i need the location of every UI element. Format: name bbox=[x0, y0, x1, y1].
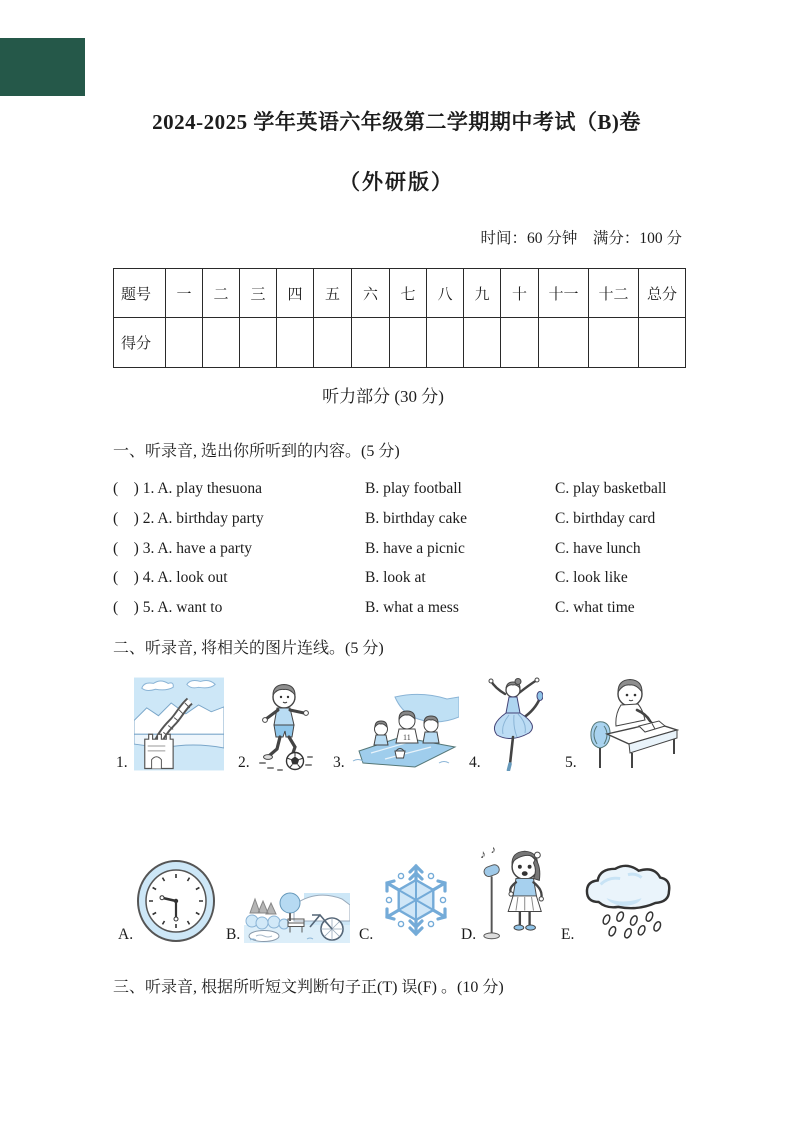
score-cell bbox=[464, 318, 501, 368]
listening-section-title: 听力部分 (30 分) bbox=[322, 387, 444, 406]
score-cell bbox=[203, 318, 240, 368]
score-col: 三 bbox=[240, 269, 277, 318]
score-cell bbox=[427, 318, 464, 368]
page-subtitle: （外研版） bbox=[339, 170, 454, 194]
part1-heading: 一、听录音, 选出你所听到的内容。(5 分) bbox=[113, 443, 400, 460]
score-cell bbox=[589, 318, 639, 368]
ballet-dancer-illustration bbox=[487, 676, 543, 771]
question-option: C. look like bbox=[555, 569, 628, 587]
page-title: 2024-2025 学年英语六年级第二学期期中考试（B)卷 bbox=[152, 110, 641, 134]
score-table-score-row bbox=[114, 318, 686, 368]
score-table bbox=[113, 268, 686, 368]
score-table-header-row bbox=[114, 269, 686, 318]
image-item bbox=[469, 676, 543, 771]
question-option: B. look at bbox=[365, 569, 426, 587]
image-letter-label: D. bbox=[461, 926, 477, 943]
image-number-label: 2. bbox=[238, 754, 250, 771]
question-option: ( ) 3. A. have a party bbox=[113, 539, 253, 557]
question-option: ( ) 5. A. want to bbox=[113, 599, 223, 617]
family-picnic-illustration bbox=[351, 693, 459, 771]
clock-illustration bbox=[136, 859, 216, 943]
svg-text:♪: ♪ bbox=[490, 845, 497, 857]
image-letter-label: C. bbox=[359, 926, 374, 943]
image-number-label: 4. bbox=[469, 754, 481, 771]
student-writing-at-desk-illustration bbox=[583, 676, 679, 771]
score-cell bbox=[501, 318, 539, 368]
question-option: B. play football bbox=[365, 480, 462, 497]
score-col: 八 bbox=[427, 269, 464, 318]
time-score-meta: 时间：60 分钟 满分：100 分 bbox=[480, 230, 682, 247]
score-cell bbox=[390, 318, 427, 368]
image-number-label: 5. bbox=[565, 754, 577, 771]
svg-text:11: 11 bbox=[403, 733, 411, 742]
score-cell bbox=[277, 318, 314, 368]
image-item bbox=[226, 883, 350, 943]
question-option: ( ) 2. A. birthday party bbox=[113, 509, 264, 527]
part2-heading: 二、听录音, 将相关的图片连线。(5 分) bbox=[113, 640, 384, 657]
score-cell bbox=[352, 318, 390, 368]
question-option: C. have lunch bbox=[555, 539, 641, 557]
score-col: 六 bbox=[352, 269, 390, 318]
image-item bbox=[565, 676, 679, 771]
score-col: 五 bbox=[314, 269, 352, 318]
great-wall-illustration bbox=[134, 677, 224, 771]
part2-image-row-1 bbox=[116, 676, 679, 771]
image-item bbox=[359, 855, 455, 943]
score-col: 七 bbox=[390, 269, 427, 318]
score-table-corner: 题号 bbox=[114, 269, 166, 318]
score-col: 一 bbox=[166, 269, 203, 318]
question-option: C. what time bbox=[555, 599, 635, 617]
question-option: B. birthday cake bbox=[365, 509, 468, 527]
svg-text:♪: ♪ bbox=[479, 848, 486, 861]
image-item bbox=[238, 681, 323, 771]
question-option: ( ) 1. A. play thesuona bbox=[113, 480, 262, 497]
question-option: C. birthday card bbox=[555, 509, 656, 527]
image-number-label: 3. bbox=[333, 754, 345, 771]
image-number-label: 1. bbox=[116, 754, 128, 771]
score-cell bbox=[314, 318, 352, 368]
part3-heading: 三、听录音, 根据所听短文判断句子正(T) 误(F) 。(10 分) bbox=[113, 979, 504, 996]
score-col: 总分 bbox=[639, 269, 686, 318]
score-col: 十二 bbox=[589, 269, 639, 318]
corner-green-block bbox=[0, 38, 85, 96]
question-option: B. have a picnic bbox=[365, 539, 465, 557]
rain-cloud-illustration bbox=[579, 861, 673, 943]
image-item bbox=[116, 677, 224, 771]
image-letter-label: A. bbox=[118, 926, 134, 943]
question-option: B. what a mess bbox=[365, 599, 459, 617]
score-row-label: 得分 bbox=[114, 318, 166, 368]
snowflake-illustration bbox=[377, 855, 455, 943]
image-item bbox=[333, 693, 459, 771]
score-col: 四 bbox=[277, 269, 314, 318]
image-letter-label: E. bbox=[561, 926, 575, 943]
question-option: ( ) 4. A. look out bbox=[113, 569, 228, 587]
score-col: 二 bbox=[203, 269, 240, 318]
score-cell bbox=[539, 318, 589, 368]
park-scene-illustration bbox=[244, 883, 350, 943]
score-cell bbox=[240, 318, 277, 368]
score-col: 十 bbox=[501, 269, 539, 318]
image-item bbox=[118, 859, 216, 943]
image-item bbox=[461, 845, 551, 943]
score-cell bbox=[166, 318, 203, 368]
girl-singing-illustration bbox=[479, 845, 551, 943]
part2-image-row-2 bbox=[118, 845, 673, 943]
image-item bbox=[561, 861, 673, 943]
score-col: 十一 bbox=[539, 269, 589, 318]
boy-playing-football-illustration bbox=[256, 681, 323, 771]
score-col: 九 bbox=[464, 269, 501, 318]
question-option: C. play basketball bbox=[555, 480, 667, 497]
part1-questions bbox=[113, 474, 679, 623]
image-letter-label: B. bbox=[226, 926, 241, 943]
score-cell bbox=[639, 318, 686, 368]
